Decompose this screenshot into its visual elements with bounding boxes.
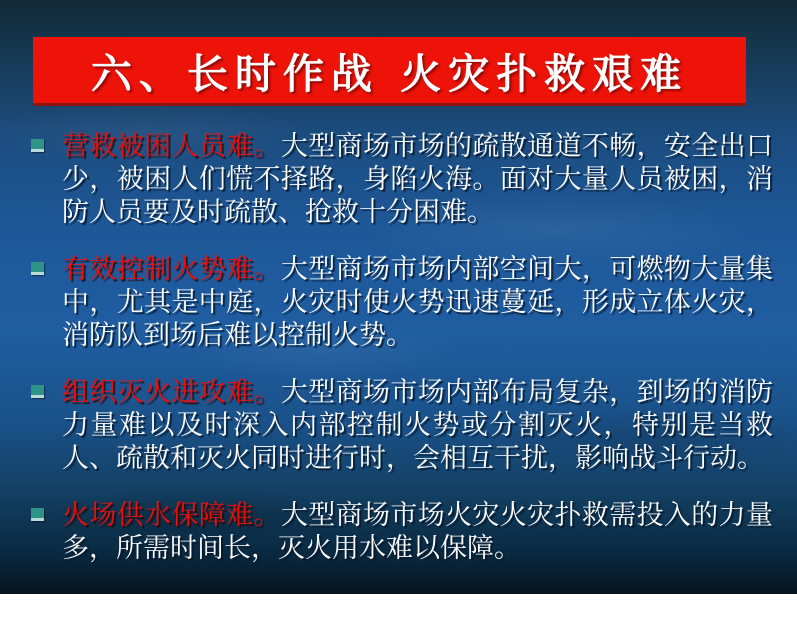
bullet-body: 大型商场市场内部空间大，可燃物大量集中，尤其是中庭，火灾时使火势迅速蔓延，形成立体火灾，消防队到场后难以控制火势。 (62, 254, 774, 350)
title-banner (33, 37, 746, 106)
bullet-paragraph (62, 376, 773, 475)
bullet-lead: 有效控制火势难。 (62, 254, 281, 284)
bullet-body: 大型商场市场火灾火灾扑救需投入的力量多，所需时间长，灭火用水难以保障。 (62, 500, 774, 563)
bullet-paragraph (62, 499, 773, 565)
bullet-body: 大型商场市场的疏散通道不畅，安全出口少，被困人们慌不择路，身陷火海。面对大量人员被困，消防人员要及时疏散、抢救十分困难。 (62, 131, 774, 227)
square-bullet-icon (31, 385, 44, 398)
bottom-white-strip (0, 594, 797, 606)
bullet-list (31, 130, 773, 589)
square-bullet-icon (31, 139, 44, 152)
bullet-paragraph (62, 130, 773, 229)
bullet-item-control-fire (31, 253, 773, 352)
bullet-lead: 营救被困人员难。 (62, 131, 281, 161)
square-bullet-icon (31, 262, 44, 275)
bullet-lead: 组织灭火进攻难。 (62, 377, 281, 407)
bullet-item-water-supply (31, 499, 773, 565)
slide-title: 六、长时作战 火灾扑救艰难 (90, 49, 689, 98)
bullet-item-attack (31, 376, 773, 475)
bullet-paragraph (62, 253, 773, 352)
square-bullet-icon (31, 508, 44, 521)
bullet-body: 大型商场市场内部布局复杂，到场的消防力量难以及时深入内部控制火势或分割灭火，特别是当救人、疏散和灭火同时进行时，会相互干扰，影响战斗行动。 (62, 377, 774, 473)
bullet-item-rescue (31, 130, 773, 229)
bullet-lead: 火场供水保障难。 (62, 500, 281, 530)
